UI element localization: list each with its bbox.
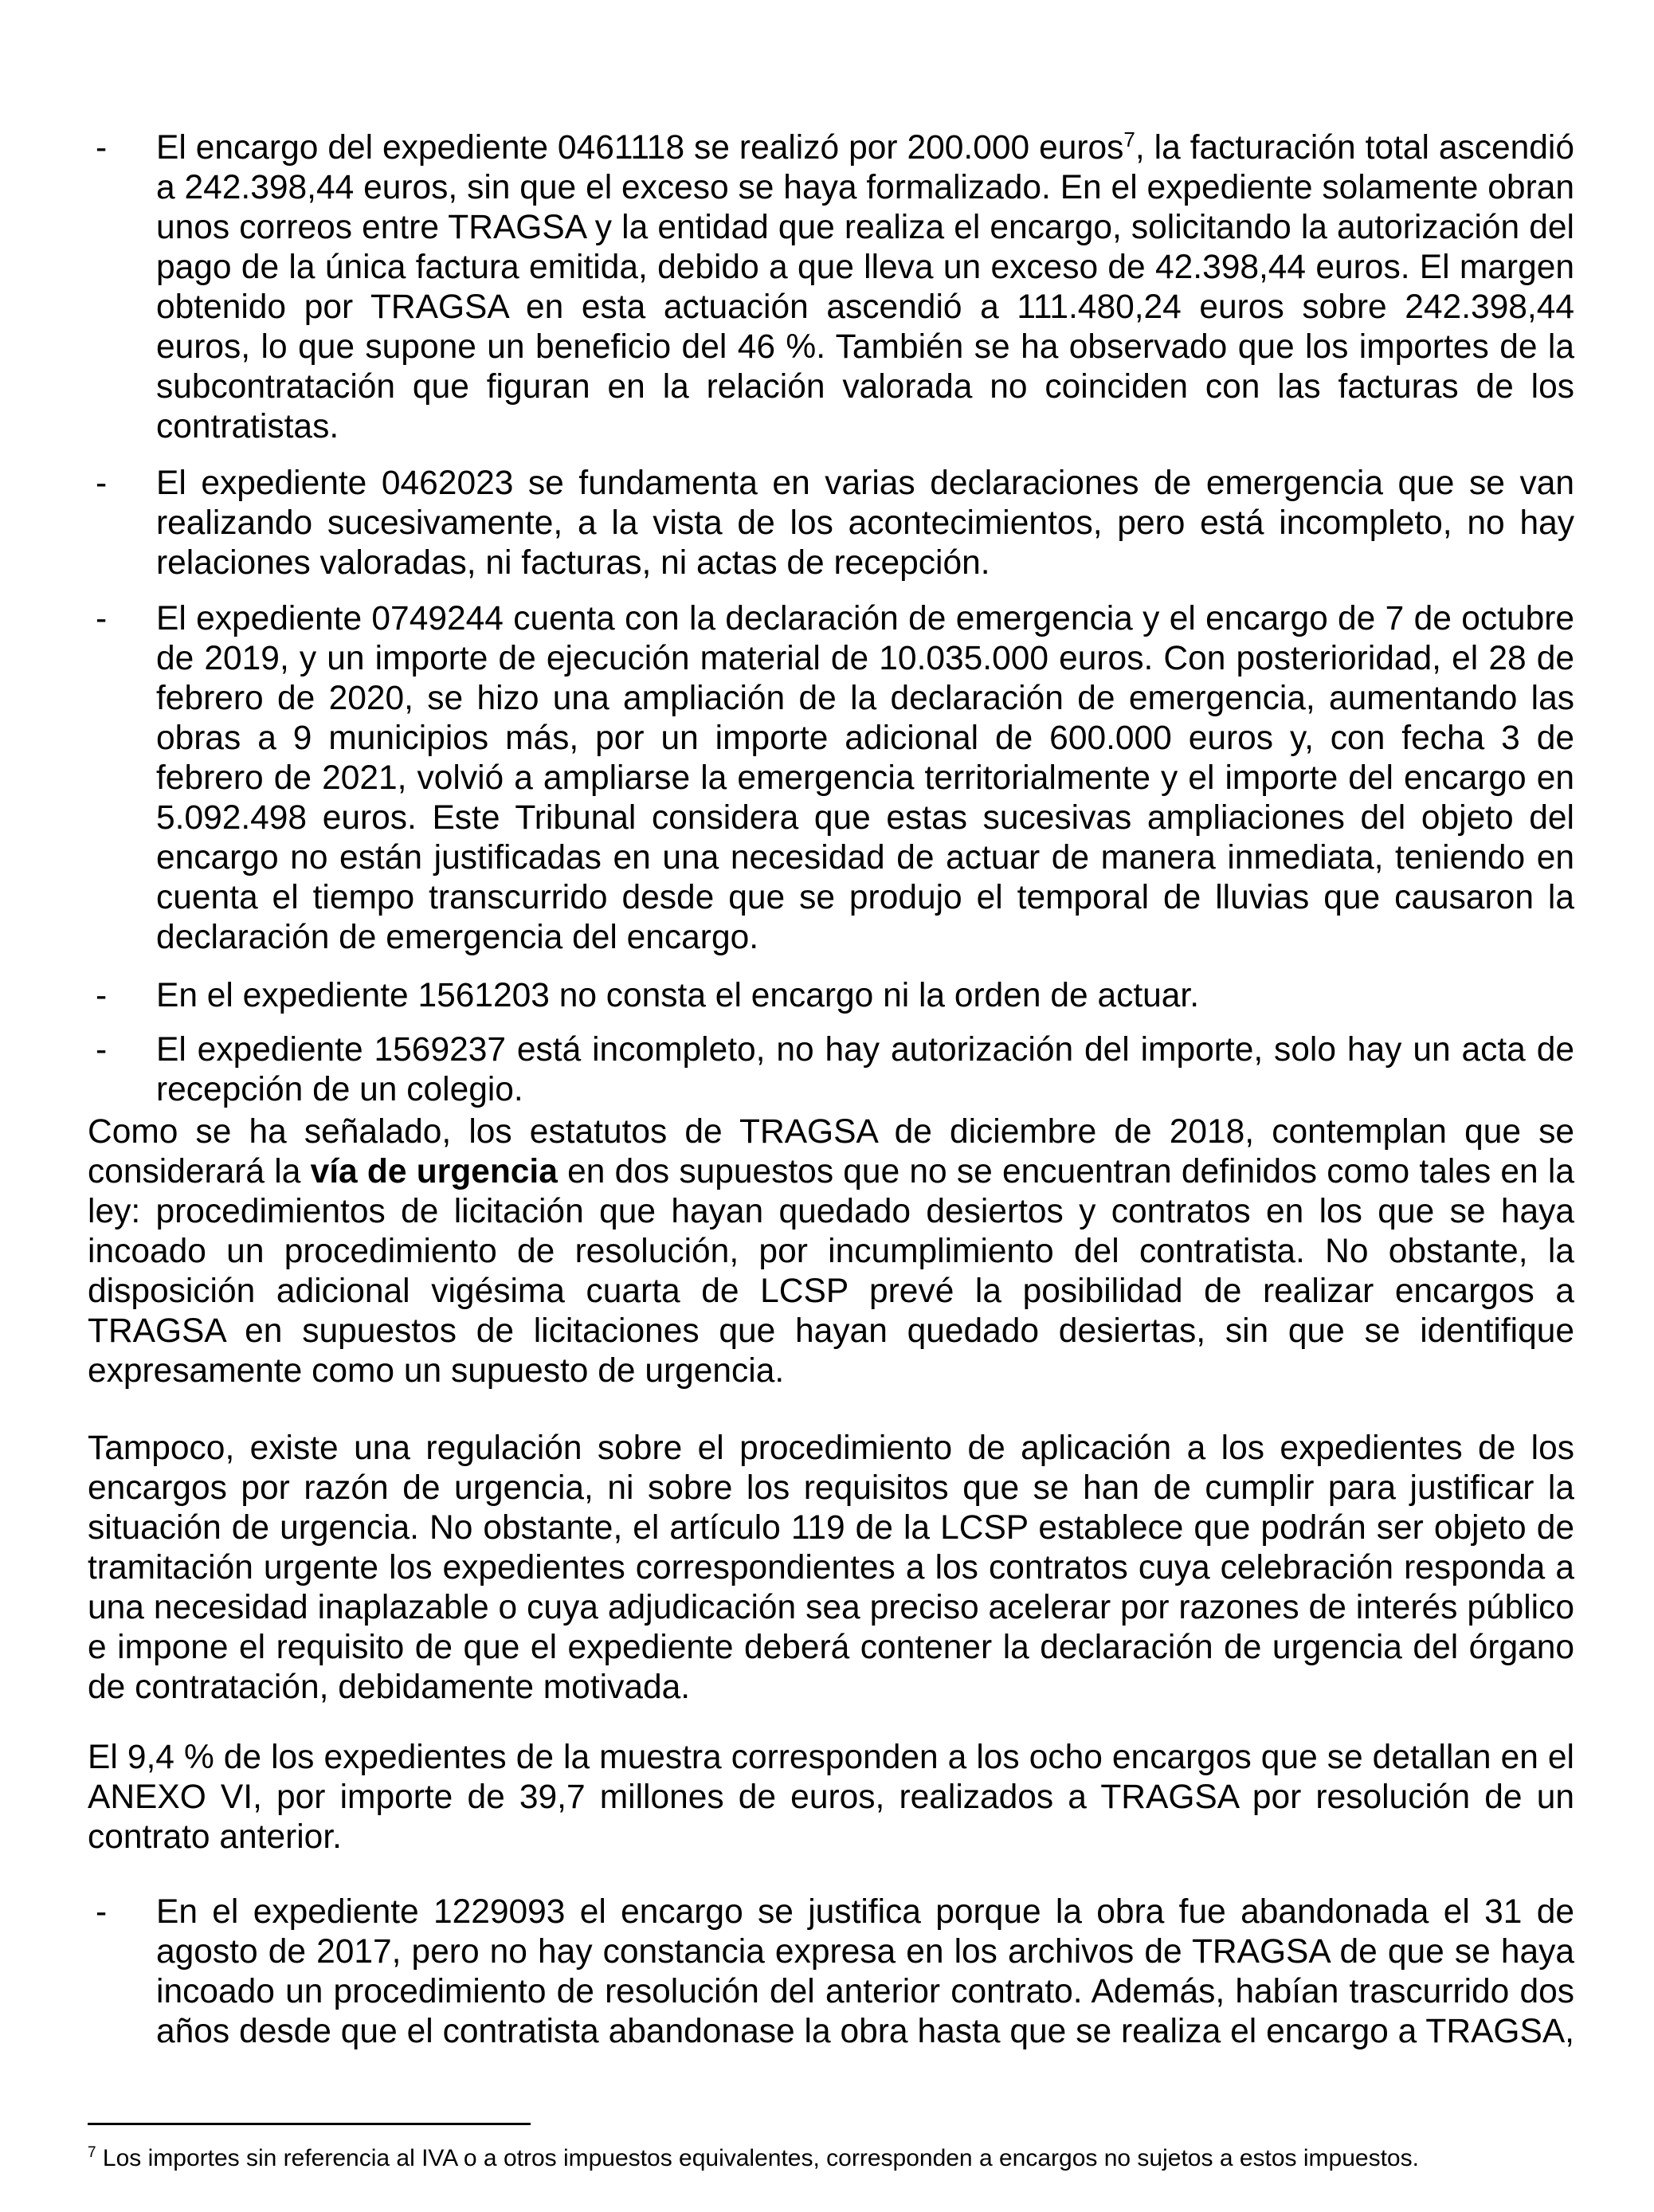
bullet-text: En el expediente 1561203 no consta el encargo ni la orden de actuar.: [156, 977, 1200, 1014]
bullet-item-1229093: [96, 1892, 1574, 2052]
bullet-dash: -: [96, 129, 108, 167]
bullet-text: El encargo del expediente 0461118 se realizó por 200.000 euros: [156, 129, 1124, 167]
footnote-text: Los importes sin referencia al IVA o a otros impuestos equivalentes, corresponden a encargos no sujetos a estos impuestos.: [96, 2145, 1419, 2171]
bullet-item-0461118: [96, 127, 1574, 447]
paragraph-regulacion-urgencia: Tampoco, existe una regulación sobre el procedimiento de aplicación a los expedientes de los encargos por razón de urgencia, ni sobre los requisitos que se han de cumplir para justificar la situación de urgencia. No obstante, el artículo 119 de la LCSP establece que podrán ser objeto de tramitación urgente los expedientes correspondientes a los contratos cuya celebración responda a una necesidad inaplazable o cuya adjudicación sea preciso acelerar por razones de interés público e impone el requisito de que el expediente deberá contener la declaración de urgencia del órgano de contratación, debidamente motivada.: [88, 1430, 1574, 1706]
footnote: [88, 2143, 1574, 2174]
bullet-dash: -: [96, 465, 108, 502]
paragraph-text-cont: en dos supuestos que no se encuentran definidos como tales en la ley: procedimientos de licitación que hayan quedado desiertos y contratos en los que se haya incoado un procedimiento de resolución, por incumplimiento del contratista. No obstante, la disposición adicional vigésima cuarta de LCSP prevé la posibilidad de realizar encargos a TRAGSA en supuestos de licitaciones que hayan quedado desiertas, sin que se identifique expresamente como un supuesto de urgencia.: [88, 1153, 1574, 1390]
bullet-text: El expediente 1569237 está incompleto, no hay autorización del importe, solo hay un acta de recepción de un colegio.: [156, 1031, 1574, 1108]
bullet-item-1569237: [96, 1030, 1574, 1110]
paragraph-text: Como se ha señalado, los estatutos de TRAGSA de diciembre de 2018, contemplan que se considerará la: [88, 1113, 1574, 1190]
bullet-dash: -: [96, 1893, 108, 1931]
bullet-dash: -: [96, 977, 108, 1014]
bullet-item-0749244: [96, 599, 1574, 958]
bullet-dash: -: [96, 600, 108, 637]
bullet-text: El expediente 0749244 cuenta con la declaración de emergencia y el encargo de 7 de octubre de 2019, y un importe de ejecución material de 10.035.000 euros. Con posterioridad, el 28 de febrero de 2020, se hizo una ampliación de la declaración de emergencia, aumentando las obras a 9 municipios más, por un importe adicional de 600.000 euros y, con fecha 3 de febrero de 2021, volvió a ampliarse la emergencia territorialmente y el importe del encargo en 5.092.498 euros. Este Tribunal considera que estas sucesivas ampliaciones del objeto del encargo no están justificadas en una necesidad de actuar de manera inmediata, teniendo en cuenta el tiempo transcurrido desde que se produjo el temporal de lluvias que causaron la declaración de emergencia del encargo.: [156, 600, 1574, 956]
bullet-item-0462023: [96, 464, 1574, 583]
bold-term: vía de urgencia: [310, 1153, 558, 1190]
bullet-text: En el expediente 1229093 el encargo se justifica porque la obra fue abandonada el 31 de agosto de 2017, pero no hay constancia expresa en los archivos de TRAGSA de que se haya incoado un procedimiento de resolución del anterior contrato. Además, habían trascurrido dos años desde que el contratista abandonase la obra hasta que se realiza el encargo a TRAGSA,: [156, 1893, 1574, 2050]
bullet-dash: -: [96, 1031, 108, 1069]
bullet-item-1561203: [96, 976, 1574, 1016]
bullet-text-cont: , la facturación total ascendió a 242.398,44 euros, sin que el exceso se haya formalizado. En el expediente solamente obran unos correos entre TRAGSA y la entidad que realiza el encargo, solicitando la autorización del pago de la única factura emitida, debido a que lleva un exceso de 42.398,44 euros. El margen obtenido por TRAGSA en esta actuación ascendió a 111.480,24 euros sobre 242.398,44 euros, lo que supone un beneficio del 46 %. También se ha observado que los importes de la subcontratación que figuran en la relación valorada no coinciden con las facturas de los contratistas.: [156, 129, 1574, 445]
paragraph-via-urgencia: [88, 1112, 1574, 1391]
footnote-separator: [88, 2123, 531, 2125]
footnote-reference[interactable]: 7: [1123, 127, 1135, 151]
bullet-text: El expediente 0462023 se fundamenta en varias declaraciones de emergencia que se van realizando sucesivamente, a la vista de los acontecimientos, pero está incompleto, no hay relaciones valoradas, ni facturas, ni actas de recepción.: [156, 465, 1574, 582]
paragraph-anexo-vi: El 9,4 % de los expedientes de la muestra corresponden a los ocho encargos que se detallan en el ANEXO VI, por importe de 39,7 millones de euros, realizados a TRAGSA por resolución de un contrato anterior.: [88, 1739, 1574, 1856]
footnote-number: 7: [88, 2144, 96, 2161]
